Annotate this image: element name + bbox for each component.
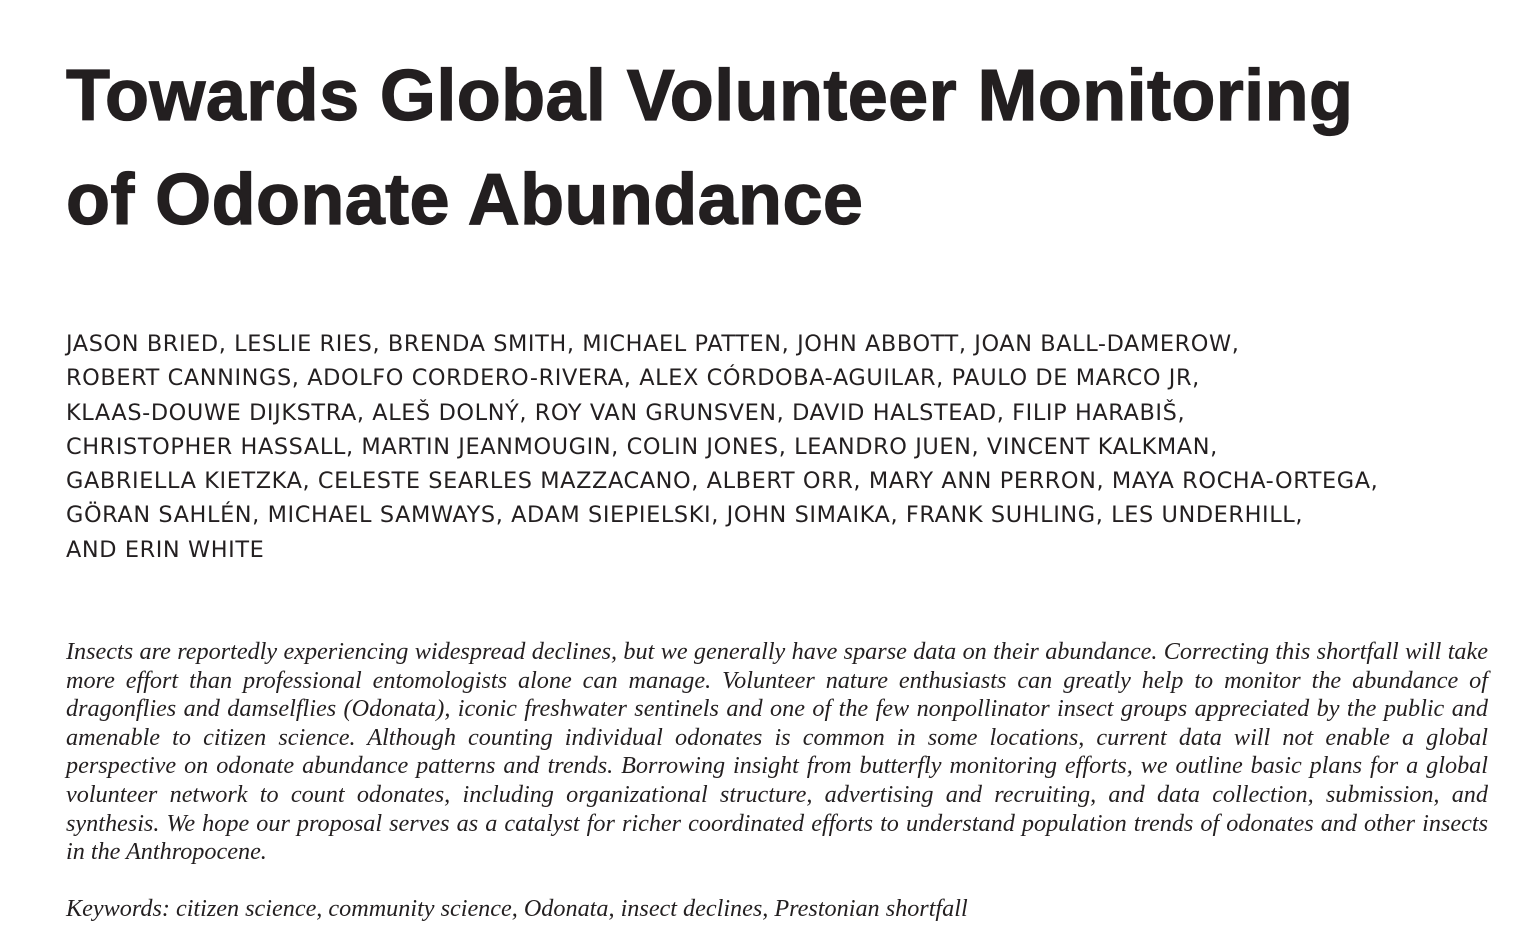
author-line-2: ROBERT CANNINGS, ADOLFO CORDERO-RIVERA, ALEX CÓRDOBA-AGUILAR, PAULO DE MARCO JR, [66, 365, 1200, 392]
author-line-1: JASON BRIED, LESLIE RIES, BRENDA SMITH, MICHAEL PATTEN, JOHN ABBOTT, JOAN BALL-DAMEROW, [66, 331, 1240, 357]
author-line-3: KLAAS-DOUWE DIJKSTRA, ALEŠ DOLNÝ, ROY VAN GRUNSVEN, DAVID HALSTEAD, FILIP HARABIŠ, [66, 399, 1186, 426]
author-line-7: AND ERIN WHITE [66, 536, 265, 563]
keywords-line: Keywords: citizen science, community science, Odonata, insect declines, Prestonian shortfall [66, 895, 968, 922]
article-page [66, 0, 1488, 942]
article-title [66, 44, 1506, 252]
title-line-2: of Odonate Abundance [66, 160, 864, 240]
author-line-6: GÖRAN SAHLÉN, MICHAEL SAMWAYS, ADAM SIEPIELSKI, JOHN SIMAIKA, FRANK SUHLING, LES UNDERHILL, [66, 502, 1304, 529]
title-line-1: Towards Global Volunteer Monitoring [66, 56, 1354, 136]
author-line-4: CHRISTOPHER HASSALL, MARTIN JEANMOUGIN, COLIN JONES, LEANDRO JUEN, VINCENT KALKMAN, [66, 433, 1218, 460]
author-list [66, 327, 1506, 567]
abstract-paragraph: Insects are reportedly experiencing widespread declines, but we generally have sparse data on their abundance. Correcting this shortfall will take more effort than professional entomologists alone can manage. Volunteer nature enthusiasts can greatly help to monitor the abundance of dragonflies and damselflies (Odonata), iconic freshwater sentinels and one of the few nonpollinator insect groups appreciated by the public and amenable to citizen science. Although counting individual odonates is common in some locations, current data will not enable a global perspective on odonate abundance patterns and trends. Borrowing insight from butterfly monitoring efforts, we outline basic plans for a global volunteer network to count odonates, including organizational structure, advertising and recruiting, and data collection, submission, and synthesis. We hope our proposal serves as a catalyst for richer coordinated efforts to understand population trends of odonates and other insects in the Anthropocene. [66, 638, 1488, 866]
author-line-5: GABRIELLA KIETZKA, CELESTE SEARLES MAZZACANO, ALBERT ORR, MARY ANN PERRON, MAYA ROCHA-ORTEGA, [66, 468, 1379, 495]
